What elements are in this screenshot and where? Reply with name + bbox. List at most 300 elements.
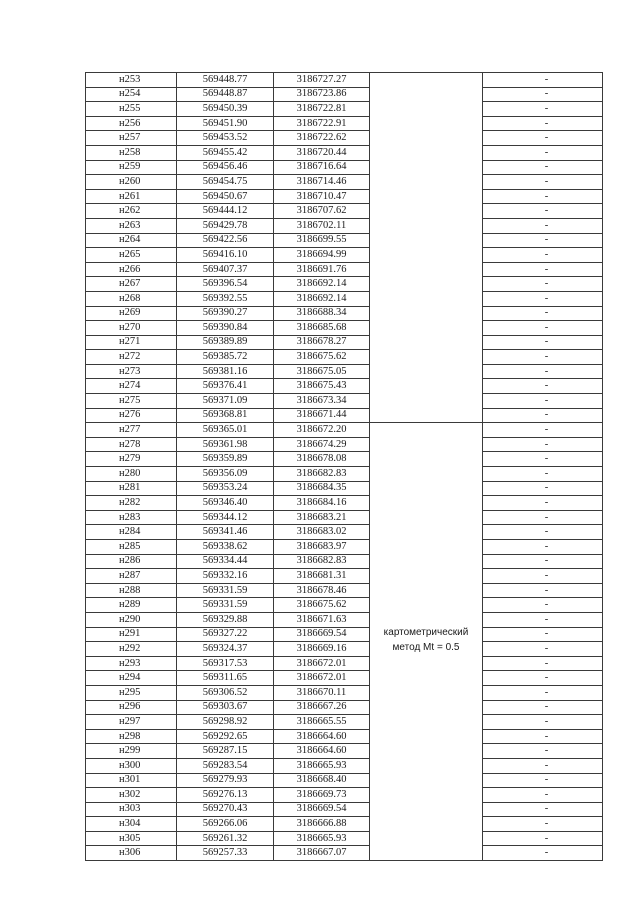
point-id-cell: н268 (86, 291, 177, 306)
point-id-cell: н290 (86, 612, 177, 627)
point-id-cell: н273 (86, 364, 177, 379)
y-coordinate-cell: 3186682.83 (274, 554, 370, 569)
method-cell (370, 277, 483, 292)
method-cell (370, 744, 483, 759)
error-cell: - (483, 233, 603, 248)
point-id-cell: н275 (86, 394, 177, 409)
point-id-cell: н287 (86, 569, 177, 584)
y-coordinate-cell: 3186667.26 (274, 700, 370, 715)
table-row (86, 540, 603, 555)
table-row (86, 685, 603, 700)
point-id-cell: н254 (86, 87, 177, 102)
error-cell: - (483, 131, 603, 146)
table-row (86, 452, 603, 467)
method-cell (370, 204, 483, 219)
x-coordinate-cell: 569361.98 (177, 437, 274, 452)
point-id-cell: н272 (86, 350, 177, 365)
x-coordinate-cell: 569287.15 (177, 744, 274, 759)
point-id-cell: н286 (86, 554, 177, 569)
error-cell: - (483, 598, 603, 613)
y-coordinate-cell: 3186667.07 (274, 846, 370, 861)
point-id-cell: н260 (86, 175, 177, 190)
table-row (86, 248, 603, 263)
x-coordinate-cell: 569292.65 (177, 729, 274, 744)
table-row (86, 437, 603, 452)
y-coordinate-cell: 3186683.97 (274, 540, 370, 555)
point-id-cell: н305 (86, 831, 177, 846)
y-coordinate-cell: 3186673.34 (274, 394, 370, 409)
method-cell (370, 569, 483, 584)
y-coordinate-cell: 3186678.27 (274, 335, 370, 350)
method-cell (370, 554, 483, 569)
table-row (86, 160, 603, 175)
error-cell: - (483, 87, 603, 102)
error-cell: - (483, 758, 603, 773)
table-row (86, 598, 603, 613)
y-coordinate-cell: 3186672.01 (274, 656, 370, 671)
y-coordinate-cell: 3186665.55 (274, 715, 370, 730)
point-id-cell: н284 (86, 525, 177, 540)
x-coordinate-cell: 569454.75 (177, 175, 274, 190)
x-coordinate-cell: 569365.01 (177, 423, 274, 438)
table-row (86, 204, 603, 219)
error-cell: - (483, 248, 603, 263)
table-row (86, 467, 603, 482)
point-id-cell: н274 (86, 379, 177, 394)
y-coordinate-cell: 3186675.62 (274, 350, 370, 365)
x-coordinate-cell: 569298.92 (177, 715, 274, 730)
y-coordinate-cell: 3186699.55 (274, 233, 370, 248)
method-cell (370, 145, 483, 160)
y-coordinate-cell: 3186675.62 (274, 598, 370, 613)
y-coordinate-cell: 3186722.81 (274, 102, 370, 117)
point-id-cell: н257 (86, 131, 177, 146)
method-cell (370, 802, 483, 817)
method-cell (370, 817, 483, 832)
error-cell: - (483, 321, 603, 336)
method-label-line1: картометрический (383, 627, 469, 639)
method-cell (370, 467, 483, 482)
method-cell (370, 364, 483, 379)
table-row (86, 233, 603, 248)
error-cell: - (483, 554, 603, 569)
error-cell: - (483, 788, 603, 803)
error-cell: - (483, 627, 603, 642)
table-row (86, 510, 603, 525)
x-coordinate-cell: 569385.72 (177, 350, 274, 365)
y-coordinate-cell: 3186707.62 (274, 204, 370, 219)
y-coordinate-cell: 3186714.46 (274, 175, 370, 190)
method-cell (370, 437, 483, 452)
table-row (86, 87, 603, 102)
x-coordinate-cell: 569346.40 (177, 496, 274, 511)
point-id-cell: н291 (86, 627, 177, 642)
method-cell (370, 773, 483, 788)
point-id-cell: н300 (86, 758, 177, 773)
y-coordinate-cell: 3186664.60 (274, 744, 370, 759)
error-cell: - (483, 364, 603, 379)
x-coordinate-cell: 569390.84 (177, 321, 274, 336)
point-id-cell: н258 (86, 145, 177, 160)
y-coordinate-cell: 3186675.43 (274, 379, 370, 394)
point-id-cell: н301 (86, 773, 177, 788)
method-cell (370, 175, 483, 190)
y-coordinate-cell: 3186694.99 (274, 248, 370, 263)
x-coordinate-cell: 569453.52 (177, 131, 274, 146)
method-cell (370, 525, 483, 540)
x-coordinate-cell: 569390.27 (177, 306, 274, 321)
method-cell (370, 423, 483, 438)
method-cell (370, 73, 483, 88)
x-coordinate-cell: 569448.87 (177, 87, 274, 102)
error-cell: - (483, 715, 603, 730)
x-coordinate-cell: 569276.13 (177, 788, 274, 803)
y-coordinate-cell: 3186702.11 (274, 218, 370, 233)
error-cell: - (483, 116, 603, 131)
error-cell: - (483, 379, 603, 394)
y-coordinate-cell: 3186692.14 (274, 291, 370, 306)
y-coordinate-cell: 3186666.88 (274, 817, 370, 832)
x-coordinate-cell: 569389.89 (177, 335, 274, 350)
y-coordinate-cell: 3186692.14 (274, 277, 370, 292)
method-cell (370, 510, 483, 525)
table-row (86, 102, 603, 117)
method-cell (370, 394, 483, 409)
x-coordinate-cell: 569381.16 (177, 364, 274, 379)
point-id-cell: н280 (86, 467, 177, 482)
table-row (86, 321, 603, 336)
point-id-cell: н281 (86, 481, 177, 496)
error-cell: - (483, 423, 603, 438)
y-coordinate-cell: 3186710.47 (274, 189, 370, 204)
y-coordinate-cell: 3186670.11 (274, 685, 370, 700)
table-row (86, 423, 603, 438)
point-id-cell: н264 (86, 233, 177, 248)
x-coordinate-cell: 569451.90 (177, 116, 274, 131)
y-coordinate-cell: 3186722.62 (274, 131, 370, 146)
table-row (86, 306, 603, 321)
method-cell (370, 540, 483, 555)
point-id-cell: н303 (86, 802, 177, 817)
x-coordinate-cell: 569279.93 (177, 773, 274, 788)
point-id-cell: н285 (86, 540, 177, 555)
method-label-line2: метод Mt = 0.5 (392, 641, 460, 653)
x-coordinate-cell: 569450.39 (177, 102, 274, 117)
point-id-cell: н295 (86, 685, 177, 700)
error-cell: - (483, 569, 603, 584)
x-coordinate-cell: 569341.46 (177, 525, 274, 540)
y-coordinate-cell: 3186669.73 (274, 788, 370, 803)
table-row (86, 744, 603, 759)
table-row (86, 758, 603, 773)
y-coordinate-cell: 3186669.54 (274, 802, 370, 817)
table-row (86, 481, 603, 496)
y-coordinate-cell: 3186678.08 (274, 452, 370, 467)
error-cell: - (483, 175, 603, 190)
error-cell: - (483, 846, 603, 861)
table-row (86, 656, 603, 671)
x-coordinate-cell: 569356.09 (177, 467, 274, 482)
error-cell: - (483, 452, 603, 467)
y-coordinate-cell: 3186683.21 (274, 510, 370, 525)
method-cell (370, 700, 483, 715)
y-coordinate-cell: 3186671.44 (274, 408, 370, 423)
y-coordinate-cell: 3186665.93 (274, 831, 370, 846)
point-id-cell: н263 (86, 218, 177, 233)
table-row (86, 218, 603, 233)
table-row (86, 379, 603, 394)
point-id-cell: н293 (86, 656, 177, 671)
method-cell (370, 102, 483, 117)
x-coordinate-cell: 569306.52 (177, 685, 274, 700)
point-id-cell: н294 (86, 671, 177, 686)
point-id-cell: н270 (86, 321, 177, 336)
method-cell (370, 627, 483, 642)
x-coordinate-cell: 569429.78 (177, 218, 274, 233)
table-row (86, 496, 603, 511)
x-coordinate-cell: 569311.65 (177, 671, 274, 686)
x-coordinate-cell: 569448.77 (177, 73, 274, 88)
error-cell: - (483, 277, 603, 292)
y-coordinate-cell: 3186669.54 (274, 627, 370, 642)
x-coordinate-cell: 569329.88 (177, 612, 274, 627)
method-cell (370, 321, 483, 336)
y-coordinate-cell: 3186691.76 (274, 262, 370, 277)
x-coordinate-cell: 569371.09 (177, 394, 274, 409)
x-coordinate-cell: 569455.42 (177, 145, 274, 160)
point-id-cell: н302 (86, 788, 177, 803)
error-cell: - (483, 160, 603, 175)
error-cell: - (483, 583, 603, 598)
error-cell: - (483, 408, 603, 423)
table-row (86, 73, 603, 88)
error-cell: - (483, 306, 603, 321)
table-row (86, 773, 603, 788)
method-cell (370, 233, 483, 248)
error-cell: - (483, 204, 603, 219)
error-cell: - (483, 73, 603, 88)
point-id-cell: н266 (86, 262, 177, 277)
point-id-cell: н298 (86, 729, 177, 744)
x-coordinate-cell: 569416.10 (177, 248, 274, 263)
table-row (86, 335, 603, 350)
point-id-cell: н262 (86, 204, 177, 219)
y-coordinate-cell: 3186668.40 (274, 773, 370, 788)
table-row (86, 612, 603, 627)
table-row (86, 788, 603, 803)
method-cell (370, 583, 483, 598)
x-coordinate-cell: 569422.56 (177, 233, 274, 248)
x-coordinate-cell: 569396.54 (177, 277, 274, 292)
table-row (86, 145, 603, 160)
y-coordinate-cell: 3186674.29 (274, 437, 370, 452)
table-row (86, 700, 603, 715)
error-cell: - (483, 496, 603, 511)
error-cell: - (483, 612, 603, 627)
point-id-cell: н278 (86, 437, 177, 452)
point-id-cell: н277 (86, 423, 177, 438)
x-coordinate-cell: 569332.16 (177, 569, 274, 584)
error-cell: - (483, 729, 603, 744)
table-row (86, 671, 603, 686)
method-cell (370, 671, 483, 686)
point-id-cell: н297 (86, 715, 177, 730)
method-cell (370, 116, 483, 131)
method-cell (370, 685, 483, 700)
x-coordinate-cell: 569338.62 (177, 540, 274, 555)
point-id-cell: н289 (86, 598, 177, 613)
table-row (86, 583, 603, 598)
point-id-cell: н256 (86, 116, 177, 131)
y-coordinate-cell: 3186672.01 (274, 671, 370, 686)
error-cell: - (483, 350, 603, 365)
error-cell: - (483, 291, 603, 306)
point-id-cell: н296 (86, 700, 177, 715)
y-coordinate-cell: 3186665.93 (274, 758, 370, 773)
point-id-cell: н283 (86, 510, 177, 525)
y-coordinate-cell: 3186678.46 (274, 583, 370, 598)
error-cell: - (483, 540, 603, 555)
method-cell (370, 160, 483, 175)
table-row (86, 116, 603, 131)
table-row (86, 831, 603, 846)
x-coordinate-cell: 569324.37 (177, 642, 274, 657)
error-cell: - (483, 218, 603, 233)
method-cell (370, 612, 483, 627)
y-coordinate-cell: 3186681.31 (274, 569, 370, 584)
method-cell (370, 291, 483, 306)
y-coordinate-cell: 3186688.34 (274, 306, 370, 321)
table-row (86, 729, 603, 744)
error-cell: - (483, 189, 603, 204)
error-cell: - (483, 481, 603, 496)
table-row (86, 715, 603, 730)
y-coordinate-cell: 3186723.86 (274, 87, 370, 102)
table-row (86, 408, 603, 423)
table-row (86, 554, 603, 569)
error-cell: - (483, 744, 603, 759)
table-row (86, 642, 603, 657)
point-id-cell: н265 (86, 248, 177, 263)
x-coordinate-cell: 569261.32 (177, 831, 274, 846)
y-coordinate-cell: 3186675.05 (274, 364, 370, 379)
error-cell: - (483, 671, 603, 686)
error-cell: - (483, 831, 603, 846)
table-row (86, 131, 603, 146)
error-cell: - (483, 145, 603, 160)
error-cell: - (483, 685, 603, 700)
error-cell: - (483, 525, 603, 540)
table-row (86, 802, 603, 817)
method-cell (370, 379, 483, 394)
y-coordinate-cell: 3186672.20 (274, 423, 370, 438)
method-cell (370, 831, 483, 846)
y-coordinate-cell: 3186720.44 (274, 145, 370, 160)
error-cell: - (483, 262, 603, 277)
method-cell (370, 758, 483, 773)
point-id-cell: н259 (86, 160, 177, 175)
method-cell (370, 218, 483, 233)
x-coordinate-cell: 569456.46 (177, 160, 274, 175)
error-cell: - (483, 802, 603, 817)
x-coordinate-cell: 569376.41 (177, 379, 274, 394)
method-cell (370, 335, 483, 350)
table-row (86, 627, 603, 642)
method-cell (370, 656, 483, 671)
coordinates-table (85, 72, 603, 861)
point-id-cell: н288 (86, 583, 177, 598)
table-row (86, 350, 603, 365)
x-coordinate-cell: 569303.67 (177, 700, 274, 715)
method-cell (370, 729, 483, 744)
coordinates-table-body (86, 73, 603, 861)
point-id-cell: н306 (86, 846, 177, 861)
error-cell: - (483, 817, 603, 832)
point-id-cell: н282 (86, 496, 177, 511)
method-cell (370, 408, 483, 423)
x-coordinate-cell: 569344.12 (177, 510, 274, 525)
point-id-cell: н271 (86, 335, 177, 350)
y-coordinate-cell: 3186682.83 (274, 467, 370, 482)
method-cell (370, 262, 483, 277)
table-row (86, 394, 603, 409)
y-coordinate-cell: 3186684.35 (274, 481, 370, 496)
x-coordinate-cell: 569450.67 (177, 189, 274, 204)
table-row (86, 262, 603, 277)
method-cell (370, 248, 483, 263)
error-cell: - (483, 437, 603, 452)
x-coordinate-cell: 569257.33 (177, 846, 274, 861)
error-cell: - (483, 656, 603, 671)
method-cell (370, 846, 483, 861)
error-cell: - (483, 467, 603, 482)
error-cell: - (483, 335, 603, 350)
x-coordinate-cell: 569327.22 (177, 627, 274, 642)
point-id-cell: н267 (86, 277, 177, 292)
error-cell: - (483, 773, 603, 788)
y-coordinate-cell: 3186669.16 (274, 642, 370, 657)
y-coordinate-cell: 3186727.27 (274, 73, 370, 88)
method-cell (370, 481, 483, 496)
error-cell: - (483, 642, 603, 657)
error-cell: - (483, 102, 603, 117)
x-coordinate-cell: 569331.59 (177, 598, 274, 613)
error-cell: - (483, 510, 603, 525)
x-coordinate-cell: 569334.44 (177, 554, 274, 569)
point-id-cell: н253 (86, 73, 177, 88)
x-coordinate-cell: 569444.12 (177, 204, 274, 219)
table-row (86, 291, 603, 306)
table-row (86, 277, 603, 292)
method-cell (370, 715, 483, 730)
x-coordinate-cell: 569283.54 (177, 758, 274, 773)
y-coordinate-cell: 3186684.16 (274, 496, 370, 511)
point-id-cell: н255 (86, 102, 177, 117)
y-coordinate-cell: 3186722.91 (274, 116, 370, 131)
method-cell (370, 306, 483, 321)
y-coordinate-cell: 3186664.60 (274, 729, 370, 744)
table-row (86, 175, 603, 190)
method-cell (370, 131, 483, 146)
table-row (86, 569, 603, 584)
point-id-cell: н304 (86, 817, 177, 832)
x-coordinate-cell: 569368.81 (177, 408, 274, 423)
table-row (86, 189, 603, 204)
method-cell (370, 87, 483, 102)
x-coordinate-cell: 569331.59 (177, 583, 274, 598)
x-coordinate-cell: 569317.53 (177, 656, 274, 671)
table-row (86, 817, 603, 832)
